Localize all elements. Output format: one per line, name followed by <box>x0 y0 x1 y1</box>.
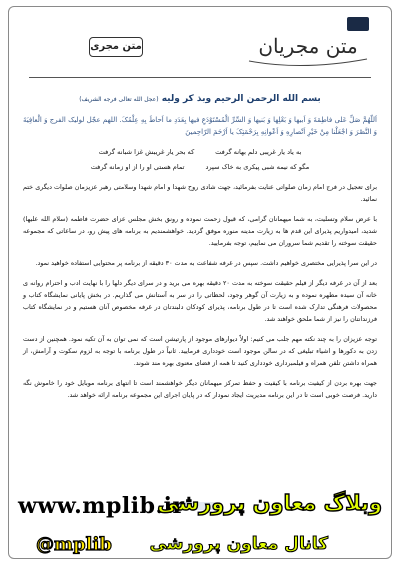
verse-line-2: مگو که نیمه شبی پیکری به خاک سپرد تمام هستی او را از او زمانه گرفت <box>90 163 310 171</box>
svg-text:متن مجریان: متن مجریان <box>258 34 358 58</box>
basmala-text: بسم الله الرحمن الرحیم وبذ کر ولیه <box>161 94 321 104</box>
channel-title: کانال معاون پرورشی <box>149 534 328 554</box>
arabic-prayer: اَللّهُمَّ صَلِّ عَلى فاطِمَةَ وَ اَبیها وَ بَعْلِها وَ بَنیها وَ السِّرِّ الْمُسْتَوْدَعِ فیها بِعَدَدِ ما اَحاطَ بِهِ عِلْمُکَ. اللهم عجّل لولیک الفرج وَ الْعافِیَةَ وَ النَّصْرَ وَ اجْعَلْنا مِنْ خَیْرِ اَنْصارِهِ وَ اَعْوانِهِ بِرَحْمَتِکَ یا اَرْحَمَ الرّاحِمینَ <box>23 116 377 136</box>
paragraph-3: در این سرا پذیرایی مختصری خواهیم داشت. سپس در غرفه شفاعت به مدت ۳۰ دقیقه از برنامه پر محتوایی استفاده خواهید نمود. <box>35 259 377 267</box>
weblog-title: وبلاگ معاون پرورشی <box>157 491 382 515</box>
document-content <box>23 83 377 401</box>
document-page <box>8 6 392 559</box>
footer-banner-bottom <box>8 530 392 560</box>
website-url[interactable]: www.mplib.ir <box>18 493 185 519</box>
paragraph-5: توجه عزیزان را به چند نکته مهم جلب می کنیم: اولاً دیوارهای موجود از پارتیشن است که نمی توان به آن تکیه نمود. همچنین از دست زدن به دکورها و اشیاء تبلیغی که در سالن موجود است خودداری فرمایید. ثانیاً در طول برنامه با توجه به لزوم سکوت و آرامش، از همراه داشتن تلفن همراه و فیلمبرداری خودداری کنید تا همه از فضای معنوی بهره مند شوند. <box>23 335 377 367</box>
paragraph-2: با عرض سلام وتسلیت، به شما میهمانان گرامی، که قبول زحمت نموده و رونق بخش مجلس عزای حضرت فاطمه (سلام الله علیها) شدید، امیدواریم پذیرای این قدم ها به زیارت مدینه منوره موفق گردید. خواهشمندیم به برنامه های پیش رو، در ساعاتی که مجموعه حقیقت سوخته را تقدیم شما سروران می نماییم، توجه بفرمایید. <box>23 215 377 247</box>
header <box>9 7 391 77</box>
verse-line-1: به یاد یار غریبی دلم بهانه گرفت که بحر یار غریبش غزا شبانه گرفت <box>98 148 302 156</box>
logo <box>243 13 373 71</box>
basmala <box>23 93 377 106</box>
paragraph-1: برای تعجیل در فرج امام زمان صلواتی عنایت بفرمائید، جهت شادی روح شهدا و امام شهدا وسلامتی رهبر عزیزمان صلوات دیگری ختم نمائید. <box>23 183 377 203</box>
footer-banner-top <box>8 493 392 525</box>
paragraph-4: بعد از آن در غرفه دیگر از فیلم حقیقت سوخته به مدت ۲۰ دقیقه بهره می برید و در سرای دیگر دلها را با نهایت ادب و احترام روانه ی خانه آن سیده مطهره نموده و به زیارت آن گوهر وجود، لحظاتی را در سر به آستانش می گذاریم. در بخش پایانی نمایشگاه کتاب و محصولات فرهنگی تدارک شده است تا در طول برنامه، پذیرای کودکان دلبندتان در غرفه مخصوص آنان هستیم و در نمایشگاه کتاب فرزندانتان را نیز از شما ملحق خواهند شد. <box>23 279 377 323</box>
paragraph-6: جهت بهره بردن از کیفیت برنامه با کیفیت و حفظ تمرکز میهمانان دیگر خواهشمند است تا انتهای برنامه موبایل خود را خاموش نگه دارید. فرصت خوبی است تا در این برنامه مدیریت ایجاد نمودار که در پایان اجرای این مجموعه برنامه ارائه خواهد شد. <box>23 379 377 399</box>
page-title-tag: متن مجری <box>89 37 143 57</box>
basmala-note: (عجل الله تعالی فرجه الشریف) <box>79 96 159 103</box>
header-divider <box>29 77 371 78</box>
channel-handle[interactable]: @mplib <box>36 534 112 555</box>
